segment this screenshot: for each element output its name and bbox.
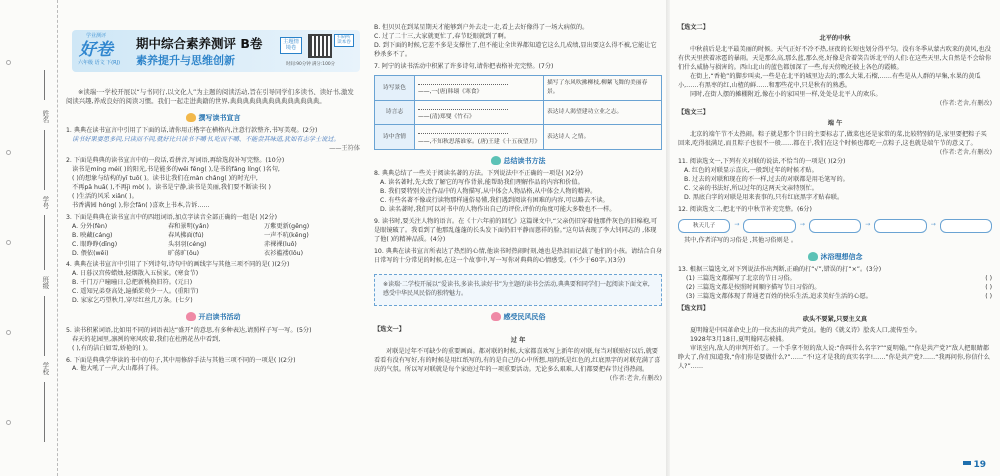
chain-box[interactable] xyxy=(809,219,861,233)
option[interactable]: A. 日暮汉宫传蜡烛,轻烟散入五侯家。(寒食节) xyxy=(72,270,199,278)
arrow-right-icon: → xyxy=(865,221,871,229)
arrow-right-icon: → xyxy=(799,221,805,229)
table-row: 诗中含情 ——,不知秋思落谁家。(唐)王建《十五夜望月》 表达诗人 之情。 xyxy=(375,125,662,150)
punch-hole xyxy=(6,150,11,155)
option[interactable]: 春风拂面(fú) xyxy=(168,231,204,239)
punch-hole xyxy=(6,330,11,335)
judge-blank[interactable]: ( ) xyxy=(985,274,992,282)
question-7: 7. 阿宁的读书活动中积累了许多诗句,请你把表格补充完整。(7分) 诗写景色 ——,一(唐)韩翃《寒食》 描写了东风吹拂柳枝,柳絮飞舞的美丽春景。 诗言志 ——(清)郑燮《竹石》 表达诗人渴望建功立业之志。 诗中含情 ——,不知秋思落谁家。(唐)王建《十五夜望月》 表达诗人 之情。 xyxy=(374,63,662,150)
option[interactable]: 赤裸裸(luǒ) xyxy=(264,240,297,248)
section-heading: 感受民风民俗 xyxy=(374,312,662,322)
option[interactable]: A. 他大吼了一声,大山都抖了抖。 xyxy=(72,365,163,373)
punch-hole xyxy=(6,240,11,245)
arrow-right-icon: → xyxy=(734,221,740,229)
section-badge-icon xyxy=(491,156,501,165)
option[interactable]: C. 有些名著不像或行读物那样通俗易懂,我们遇到阅读有困难的内容,可以略去不读。 xyxy=(380,197,609,205)
punch-hole xyxy=(6,420,11,425)
option[interactable]: B. 映藏(cáng) xyxy=(72,231,113,239)
judge-blank[interactable]: ( ) xyxy=(985,283,992,291)
binding-school-label: 学校 xyxy=(41,362,50,375)
option[interactable]: 万紫更新(gēng) xyxy=(264,222,310,230)
exam-meta: 时间:90分钟 满分:100分 xyxy=(286,62,336,67)
question-11: 11. 阅读选文一,下列有关对联的说法,不恰当的一项是( )(2分) A. 红色的对联显示喜庆,一般到过年的时候才贴。 B. 过去的对联和现在的不一样,过去的对联都是用毛笔写的。 C. 父亲的书法好,所以过年的这两天文亲特别忙。 D. 黑底白字的对联是用来丧事的,只有红底黑字才贴春联。 xyxy=(678,158,992,203)
option[interactable]: C. 遥知兄弟登高处,遍插茱萸少一人。(重阳节) xyxy=(72,288,199,296)
table-row: 诗写景色 ——,一(唐)韩翃《寒食》 描写了东风吹拂柳枝,柳絮飞舞的美丽春景。 xyxy=(375,75,662,100)
option[interactable]: 旷荡旷(ǒu) xyxy=(168,249,200,257)
binding-id-label: 学号 xyxy=(41,196,50,209)
intro-text: ※读瑞·一学校开展以“与书同行,以文化人”为主题的阅读活动,旨在引导同学们多读书、读好书,激发阅读兴趣,养成良好的阅读习惯。我们一起走进典籍的世界,典典典典典典典典典典典典典典。 xyxy=(66,88,354,106)
option[interactable]: A. 红色的对联显示喜庆,一般到过年的时候才贴。 xyxy=(684,166,818,174)
question-9: 9. 读书时,要关注人物的语言。在《十六年前的回忆》这篇课文中,“父亲仍旧穿着他那件灰色的旧棉袍,可是眼镜破了。我看到了他那乱蓬蓬的长头发下面仍旧平静而慈祥的脸。”这句话表现了李大钊同志的 ,体现了他( )的精神品质。(4分) xyxy=(374,218,658,244)
option[interactable]: D. 到下面的时候,它差不多是支撑住了,但不能让全世界都知道它这么几成绩,显出要这么得不被,它能让它秒杀多不了。 xyxy=(374,41,657,58)
option[interactable]: 春和景明(yǎn) xyxy=(168,222,209,230)
punch-hole xyxy=(6,60,11,65)
question-3: 3. 下面是典典在读书宣言中的四组词语,加点字读音全部正确的一组是( )(2分) A. 分外(fèn) 春和景明(yǎn) 万紫更新(gēng) B. 映藏(cáng) 春风拂面(fú) 一声不吭(kēng) C. 眼睁睁(dīng) 头羽羽(céng) 赤裸裸(luǒ) D. 偎依(wēi) 旷荡旷(ǒu) 衣衫褴褛(lǒu) xyxy=(66,214,360,259)
option[interactable]: C. 眼睁睁(dīng) xyxy=(72,240,118,248)
question-5: 5. 读书积累词语,比如用不同的词语表达“盛开”的意思,有多种表达,请照样子写一写。(5分) 春天的花园里,凛冽的寒风吹着,我们在杜鹃花丛中看到, ( ),有的洁白如雪,娇艳的( )。 xyxy=(66,326,312,352)
option[interactable]: 头羽羽(céng) xyxy=(168,240,207,248)
page-middle xyxy=(368,0,668,476)
exam-title: 期中综合素养测评 B卷 xyxy=(136,36,263,51)
option[interactable]: C. 父亲的书法好,所以过年的这两天文亲特别忙。 xyxy=(684,184,818,192)
option[interactable]: B. 千门万户曈曈日,总把新桃换旧符。(元日) xyxy=(72,279,193,287)
arrow-right-icon: → xyxy=(930,221,936,229)
section-badge-icon xyxy=(491,312,501,321)
brand-logo: 学业测评 好卷 xyxy=(79,33,113,61)
section-badge-icon xyxy=(808,252,818,261)
question-6-continued xyxy=(374,24,662,60)
question-12: 12. 阅读选文二,把北平的中秋节补充完整。(6分) 秋天儿子 → → → → 其中,作者详写的习俗是 ,其他习俗则是 。 xyxy=(678,206,992,246)
section-heading: 沐浴理想信念 xyxy=(678,252,992,262)
section-badge-icon xyxy=(186,312,196,321)
page-left xyxy=(58,0,366,476)
question-13: 13. 根据三篇选文,对下列说法作出判断,正确的打“√”,错误的打“×”。(3分) (1) 三篇选文都描写了北京的节日习俗。 ( ) (2) 三篇选文都是按照时间顺序描写节日习俗的。 ( ) (3) 三篇选文都体现了普通老百姓的快乐生活,追求美好生活的心愿。 ( ) xyxy=(678,265,992,300)
judge-blank[interactable]: ( ) xyxy=(985,292,992,300)
option[interactable]: C. 过了二十三,大家就更忙了,春节眨眼就到了啊。 xyxy=(374,32,510,40)
option[interactable]: B. 过去的对联和现在的不一样,过去的对联都是用毛笔写的。 xyxy=(684,175,849,183)
question-4: 4. 典典在读书宣言中引用了下列诗句,诗句中的画线字与其他三项不同的是( )(2分) A. 日暮汉宫传蜡烛,轻烟散入五侯家。(寒食节) B. 千门万户曈曈日,总把新桃换旧符。(元日) C. 遥知兄弟登高处,遍插茱萸少一人。(重阳节) D. 家家乞巧望秋月,穿尽红丝几万条。(七夕) xyxy=(66,261,360,306)
reading-material-3: 【选文三】 端 午 北京的端午节不太热闹。粽子就是那个节日的主要标志了,做菜也还是家常的菜,比较特别的是,家里要把粽子买回来,吃得很满足,而且粽子也很不一般……都在于,我们在这个时候也都吃一点粽子,这也就是端午节的意义了。 (作者:老舍,有删改) xyxy=(678,108,992,156)
chain-box[interactable]: 秋天儿子 xyxy=(678,219,730,233)
option[interactable]: 衣衫褴褛(lǒu) xyxy=(264,249,304,257)
scan-tag: 扫码听读本卷 xyxy=(334,34,354,47)
question-10: 10. 典典在读书宣言所表达了热烈的心情,他读书时热闹时刻,她也是热泪而记载了他们的小孩。请结合自身日常写的十分常见的时候,在这一个故事中,写一写你对典典的心情感受。(不少于60字。)(3分) xyxy=(374,248,662,265)
section-heading: 总结读书方法 xyxy=(374,156,662,166)
option[interactable]: 一声不吭(kēng) xyxy=(264,231,309,239)
question-2: 2. 下面是典典的读书宣言中的一段话,看拼音,写词语,再给选段补写完整。(10分) 读书是míng méi( )的阳光,书是能多的wēi fēng( ),是书的fāng líng( )名句, ( )的想象与结构的yī tuō( )。读书让我们在màn chǎng( )的时光中, 不再pā huā( ),不再jì mò( )。读书是宁静,读书是美丽,我们要不断读书( ) ( )生活的风采 xiǎn( )。 书香满园 hóng( ),你会fǎn( )喜欢上书本,告诉…… xyxy=(66,156,285,209)
option[interactable]: D. 读名著时,我们可以对书中的人物作出自己的评价,评价的角度可能大多数也不一样。 xyxy=(380,206,616,214)
table-row: 诗言志 ——(清)郑燮《竹石》 表达诗人渴望建功立业之志。 xyxy=(375,100,662,125)
option[interactable]: A. 读名著时,先大致了解它的写作背景,能帮助我们理解作品的内容和价值。 xyxy=(380,179,584,187)
binding-class-label: 班级 xyxy=(41,276,50,289)
custom-chain xyxy=(678,219,992,233)
option[interactable]: D. 偎依(wēi) xyxy=(72,249,109,257)
section-heading: 撰写读书宣言 xyxy=(66,113,360,123)
reading-material-4: 【选文四】 砍头不要紧,只要主义真 夏明翰是中国革命史上的一位杰出的共产党员。他的《就义诗》脍炙人口,流传至今。 1928年3月18日,夏明翰同志被捕。 审讯室内,敌人的审判开始了。一个手拿不短的敌人说:“你叫什么名字?”“夏明翰。”“你是共产党?”敌人把眼睛都睁大了,你们知道我,“你们你是要做什么?”……“不!这才是我的真实名字!……”你是共产党?……“我再问你,你信什么人?”…… xyxy=(678,304,990,370)
section-heading: 开启读书活动 xyxy=(66,312,360,322)
chain-box[interactable] xyxy=(940,219,992,233)
chain-box[interactable] xyxy=(874,219,926,233)
option[interactable]: A. 分外(fèn) xyxy=(72,222,108,230)
reading-material-1: 【选文一】 过 年 对联是过年不可缺少的重要画面。都对联的时候,大家都喜欢写上新年的对联,每当对联贴好以后,就要看看有没有写好,有的时候是用红纸写的,有的是自己的心中所想,用的纸是红色的,红底黑字的对联充满了喜庆的气氛。所以写对联就是每个家庭过年的一项重要活动。无论多么艰难,人们都要把春节过得热闹。 (作者:老舍,有删改) xyxy=(374,325,662,382)
binding-name-label: 姓名 xyxy=(41,110,50,123)
section-badge-icon xyxy=(186,113,196,122)
page-number: 19 xyxy=(963,459,986,472)
poem-table xyxy=(374,75,662,150)
question-8: 8. 典典总结了一些关于阅读名著的方法。下列说法中不正确的一项是( )(2分) A. 读名著时,先大致了解它的写作背景,能帮助我们理解作品的内容和价值。 B. 我们要特别关注作品中的人物描写,从中体会人物品格,从中体会人物的精神。 C. 有些名著不像或行读物那样通俗易懂,我们遇到阅读有困难的内容,可以略去不读。 D. 读名著时,我们可以对书中的人物作出自己的评价,评价的角度可能大多数也不一样。 xyxy=(374,170,662,215)
option[interactable]: D. 家家乞巧望秋月,穿尽红丝几万条。(七夕) xyxy=(72,297,193,305)
page-right xyxy=(670,0,1000,476)
option[interactable]: D. 黑底白字的对联是用来丧事的,只有红底黑字才贴春联。 xyxy=(684,193,844,201)
chain-box[interactable] xyxy=(743,219,795,233)
question-1: 1. 典典在读书宣言中引用了下面的话,请你用正楷字在横格内,注意行款整齐,书写美观。(2分) 读书好果要思多问,只读而不问,就好比只读书不嚼书,吃而不嚼、不能尝其味道,犹如有志学士说过。 ——王符体 xyxy=(66,126,360,152)
scenario-note: ※读瑞·二学校开展以“爱读书,多读书,读好书”为主题的读书会活动,典典要和同学们一起阅读下面文章,感受中华民风民俗的独特魅力。 xyxy=(374,274,662,305)
option[interactable]: B. 我们要特别关注作品中的人物描写,从中体会人物品格,从中体会人物的精神。 xyxy=(380,188,597,196)
reading-material-2: 【选文二】 北平的中秋 中秋前后是北平最美丽的时候。天气正好不冷不热,昼夜的长短也划分得平匀。没有冬季从蒙古吹来的黄风,也没有伏天里挟着冰雹的暴雨。天是那么高,那么蓝,那么亮,好像是含着笑告诉北平的人们:在这些天里,大自然是不会给你们什么威胁与损害的。西山北山的蓝色都加深了一些,每天傍晚还披上各色的霞帔。 在街上,“香艳”的脚步叫卖,一些是在北平的城里边去的;那么大果,石榴,……有些是从人群的早集,水果的黄瓜小,……有黑枣的红,山楂的鲜……和那些花中,只是秋有的熟悉。 同时,在街人摆的摊棚附近,像在小的家国里一样,处处是北平人的欢乐。 (作者:老舍,有删改) xyxy=(678,24,992,107)
question-6: 6. 下面是典典学华读的书中的句子,其中用修辞手法与其他三项不同的一项是( )(2分) A. 他大吼了一声,大山都抖了抖。 xyxy=(66,357,360,375)
binding-strip xyxy=(0,0,58,476)
edition-label: 六年级 语文 下(RJ) xyxy=(78,60,121,66)
theme-tag: 主题情境卷 xyxy=(280,37,302,54)
exam-subtitle: 素养提升与思维创新 xyxy=(136,54,235,67)
option[interactable]: B. 但贝贝在到某星期天才能够到户外去走一走,看上去好像得了一场大病似的。 xyxy=(374,24,589,31)
